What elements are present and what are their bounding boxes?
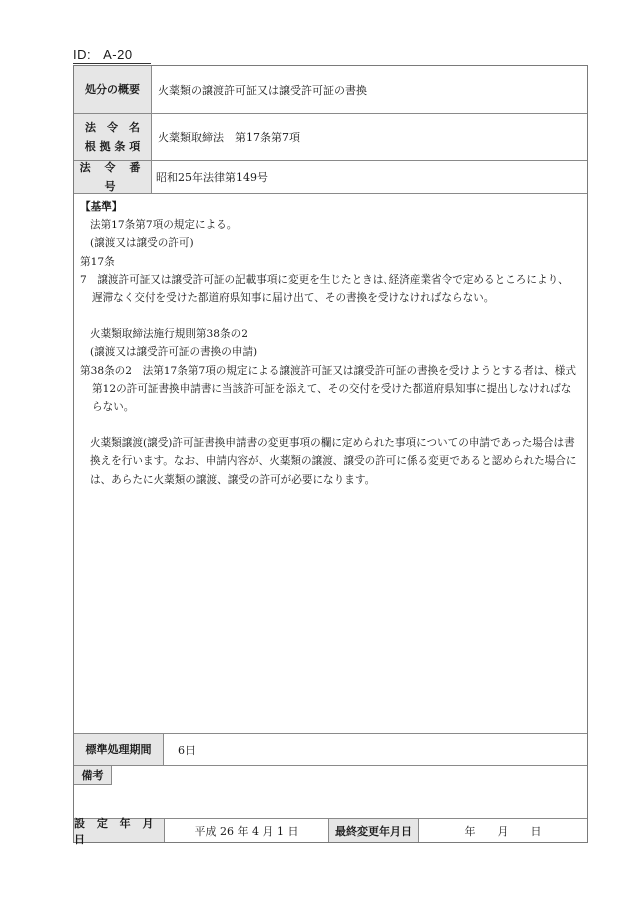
processing-period-value: 6日: [178, 743, 196, 757]
criteria-line: 火薬類譲渡(譲受)許可証書換申請書の変更事項の欄に定められた事項についての申請であった場合は書換えを行います。なお、申請内容が、火薬類の譲渡、譲受の許可に係る変更であると認められた場合には、あらたに火薬類の譲渡、譲受の許可が必要になります。: [90, 437, 577, 486]
last-change-value: 年 月 日: [464, 824, 542, 838]
processing-period-row: [74, 734, 587, 766]
criteria-section: [74, 194, 587, 734]
law-label-line1: 法 令 名: [85, 121, 140, 134]
summary-row: [74, 66, 587, 114]
id-value: A-20: [103, 47, 133, 62]
law-number-row: [74, 161, 587, 194]
criteria-line: (譲渡又は譲受許可証の書換の申請): [90, 346, 258, 359]
criteria-heading: 【基準】: [80, 201, 123, 213]
criteria-line: 法第17条第7項の規定による。: [90, 219, 238, 232]
summary-value: 火薬類の譲渡許可証又は譲受許可証の書換: [158, 83, 367, 97]
summary-label: 処分の概要: [74, 66, 152, 113]
criteria-line: (譲渡又は譲受の許可): [90, 237, 194, 250]
law-value: 火薬類取締法 第17条第7項: [158, 131, 300, 144]
criteria-line: 第17条: [80, 255, 115, 268]
last-change-label: 最終変更年月日: [329, 819, 419, 842]
remarks-row: [74, 766, 587, 821]
law-label-line2: 根 拠 条 項: [84, 140, 141, 153]
set-date-label: 設 定 年 月 日: [74, 819, 165, 842]
law-row: [74, 114, 587, 161]
document-id: [73, 47, 151, 64]
law-number-label: 法 令 番 号: [74, 161, 152, 193]
criteria-line: 第38条の2 法第17条第7項の規定による譲渡許可証又は譲受許可証の書換を受けようとする者は、様式第12の許可証書換申請書に当該許可証を添えて、その交付を受けた都道府県知事に提出しなければならない。: [80, 364, 576, 414]
document-table: [73, 65, 588, 846]
set-date-value: 平成 26 年 4 月 1 日: [165, 819, 329, 842]
law-number-value: 昭和25年法律第149号: [156, 171, 268, 184]
criteria-line: 7 譲渡許可証又は譲受許可証の記載事項に変更を生じたときは､経済産業省令で定めるところにより、遅滞なく交付を受けた都道府県知事に届け出て、その書換を受けなければならない。: [80, 273, 569, 305]
processing-period-label: 標準処理期間: [74, 734, 164, 765]
criteria-line: 火薬類取締法施行規則第38条の2: [90, 328, 248, 341]
id-label: ID:: [73, 47, 92, 62]
date-row: [74, 816, 587, 846]
law-label: [74, 114, 152, 160]
remarks-label: 備考: [74, 766, 112, 785]
remarks-value: [118, 766, 581, 821]
